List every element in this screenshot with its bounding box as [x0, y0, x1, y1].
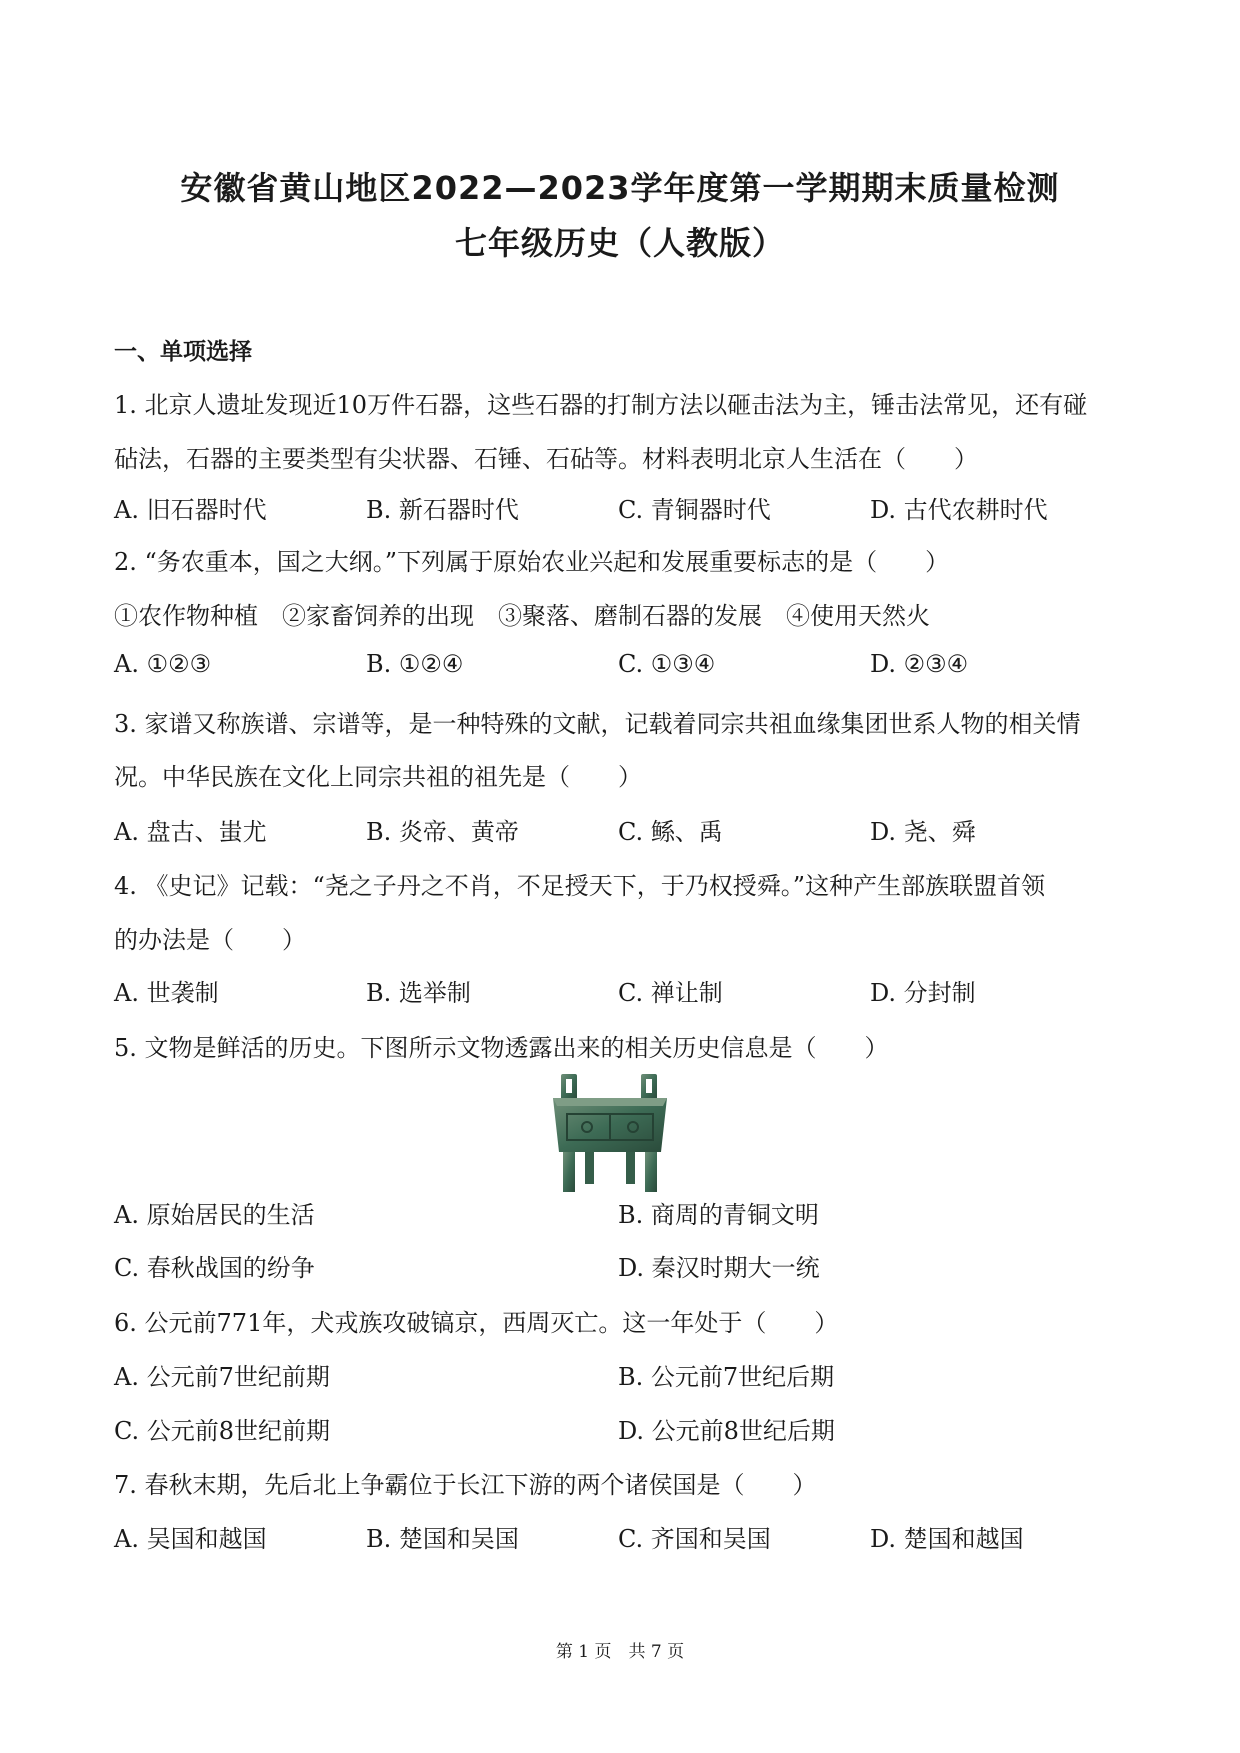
question-5-option-d: D. 秦汉时期大一统 [618, 1254, 820, 1282]
question-4-option-b: B. 选举制 [366, 979, 471, 1007]
question-5-option-c: C. 春秋战国的纷争 [114, 1254, 315, 1282]
question-7-option-a: A. 吴国和越国 [114, 1525, 267, 1553]
question-4-option-d: D. 分封制 [870, 979, 976, 1007]
question-6-option-c: C. 公元前8世纪前期 [114, 1417, 331, 1445]
question-2-option-a: A. ①②③ [114, 650, 212, 678]
question-5-option-b: B. 商周的青铜文明 [618, 1201, 819, 1229]
question-7-option-c: C. 齐国和吴国 [618, 1525, 771, 1553]
question-1-line-2: 砧法，石器的主要类型有尖状器、石锤、石砧等。材料表明北京人生活在（ ） [114, 445, 978, 473]
question-1-option-b: B. 新石器时代 [366, 496, 519, 524]
question-4-line-2: 的办法是（ ） [114, 926, 306, 954]
question-2-line-2: ①农作物种植 ②家畜饲养的出现 ③聚落、磨制石器的发展 ④使用天然火 [114, 602, 930, 630]
question-1-line-1: 1. 北京人遗址发现近10万件石器，这些石器的打制方法以砸击法为主，锤击法常见，还有碰 [114, 391, 1088, 419]
question-4-line-1: 4. 《史记》记载：“尧之子丹之不肖，不足授天下，于乃权授舜。”这种产生部族联盟首领 [114, 872, 1046, 900]
page-number-footer: 第 1 页 共 7 页 [555, 1642, 685, 1662]
section-heading: 一、单项选择 [114, 339, 252, 365]
question-6-line-1: 6. 公元前771年，犬戎族攻破镐京，西周灭亡。这一年处于（ ） [114, 1309, 839, 1337]
question-7-line-1: 7. 春秋末期，先后北上争霸位于长江下游的两个诸侯国是（ ） [114, 1471, 817, 1499]
question-2-option-d: D. ②③④ [870, 650, 969, 678]
question-3-option-c: C. 鲧、禹 [618, 818, 723, 846]
question-3-line-1: 3. 家谱又称族谱、宗谱等，是一种特殊的文献，记载着同宗共祖血缘集团世系人物的相关情 [114, 710, 1081, 738]
question-4-option-a: A. 世袭制 [114, 979, 219, 1007]
question-7-option-b: B. 楚国和吴国 [366, 1525, 519, 1553]
question-2-line-1: 2. “务农重本，国之大纲。”下列属于原始农业兴起和发展重要标志的是（ ） [114, 548, 950, 576]
question-3-option-d: D. 尧、舜 [870, 818, 976, 846]
question-3-line-2: 况。中华民族在文化上同宗共祖的祖先是（ ） [114, 763, 642, 791]
question-1-option-c: C. 青铜器时代 [618, 496, 771, 524]
question-1-option-d: D. 古代农耕时代 [870, 496, 1048, 524]
question-6-option-a: A. 公元前7世纪前期 [114, 1363, 330, 1391]
question-4-option-c: C. 禅让制 [618, 979, 723, 1007]
question-5-line-1: 5. 文物是鲜活的历史。下图所示文物透露出来的相关历史信息是（ ） [114, 1034, 889, 1062]
question-2-option-b: B. ①②④ [366, 650, 464, 678]
question-3-option-a: A. 盘古、蚩尤 [114, 818, 267, 846]
question-2-option-c: C. ①③④ [618, 650, 716, 678]
question-3-option-b: B. 炎帝、黄帝 [366, 818, 519, 846]
question-5-option-a: A. 原始居民的生活 [114, 1201, 315, 1229]
exam-title: 安徽省黄山地区2022—2023学年度第一学期期末质量检测 [180, 169, 1060, 207]
question-6-option-b: B. 公元前7世纪后期 [618, 1363, 835, 1391]
question-7-option-d: D. 楚国和越国 [870, 1525, 1024, 1553]
question-6-option-d: D. 公元前8世纪后期 [618, 1417, 835, 1445]
bronze-ding-icon [545, 1068, 675, 1198]
question-1-option-a: A. 旧石器时代 [114, 496, 267, 524]
exam-subtitle: 七年级历史（人教版） [454, 224, 785, 262]
